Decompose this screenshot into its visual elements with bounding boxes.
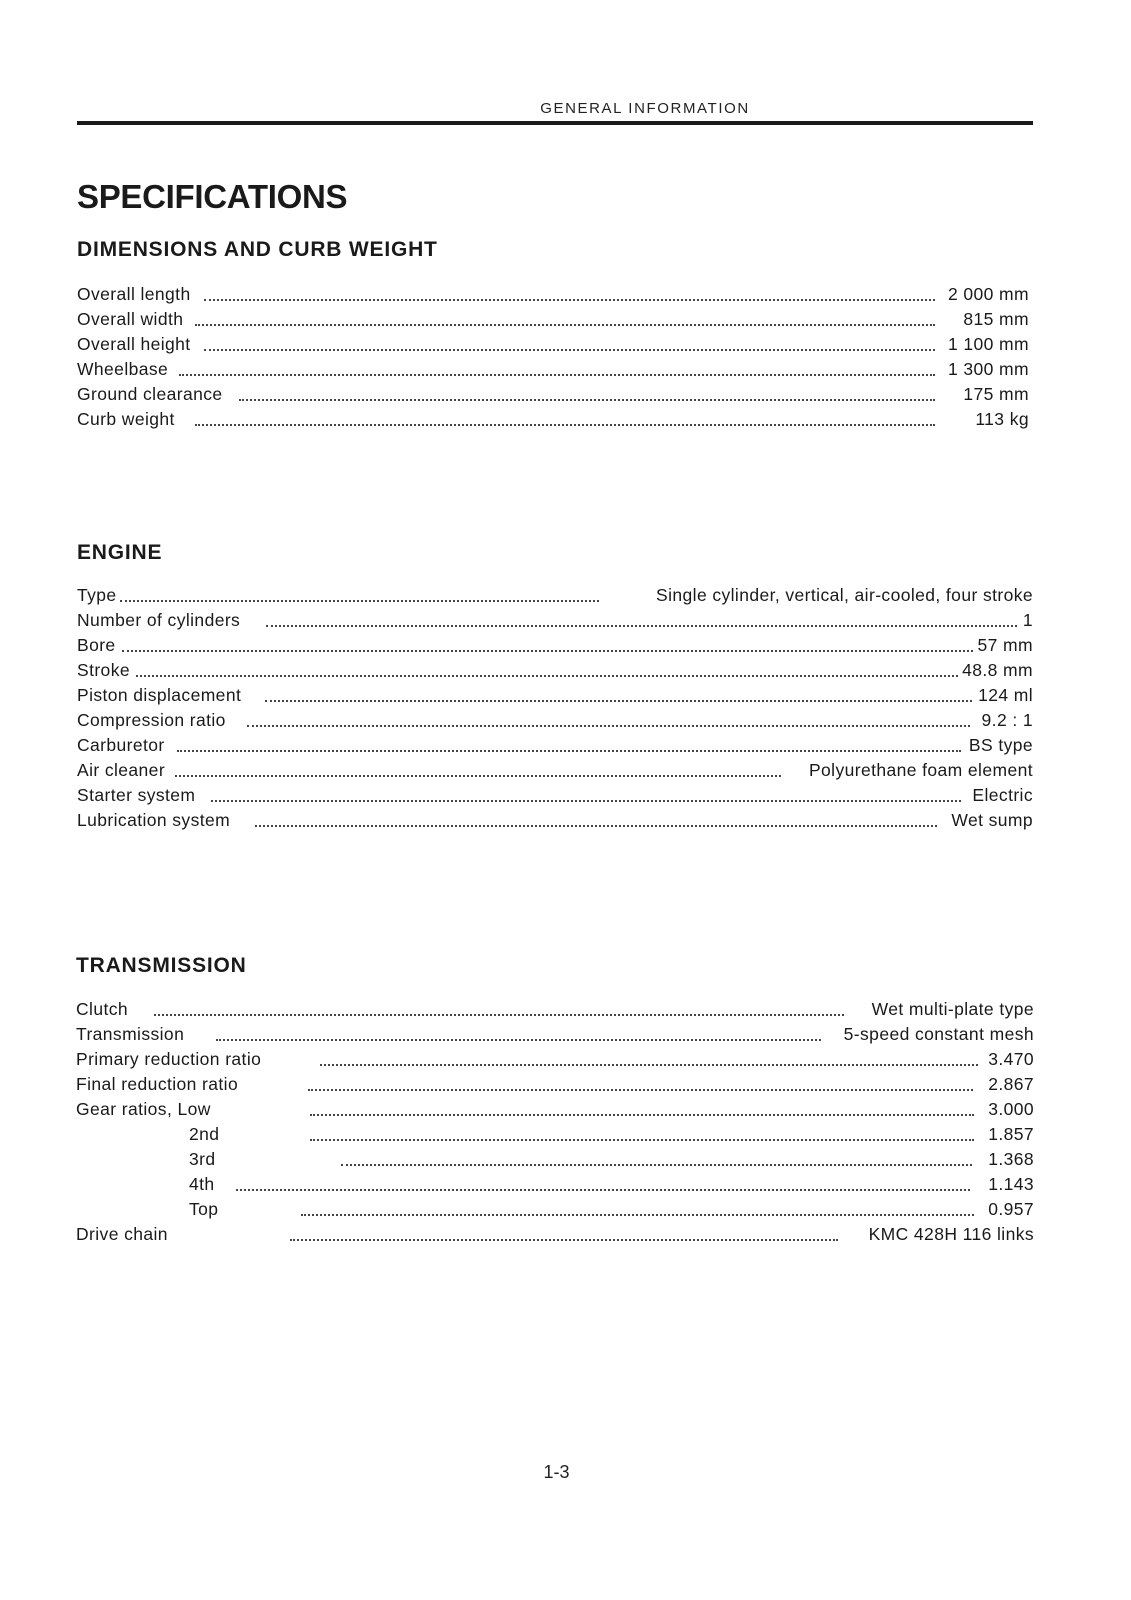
spec-row [77,633,1033,658]
spec-row [76,997,1034,1022]
spec-row [77,332,1033,357]
spec-row [77,608,1033,633]
spec-row [77,307,1033,332]
dot-leader [310,1139,974,1141]
spec-value: 57 mm [975,633,1033,658]
running-header: GENERAL INFORMATION [540,100,750,117]
spec-label: Lubrication system [77,808,232,833]
dot-leader [239,399,935,401]
spec-value: Polyurethane foam element [806,758,1033,783]
spec-value: 2.867 [985,1072,1034,1097]
page-number: 1-3 [543,1462,570,1482]
section-title-dimensions: DIMENSIONS AND CURB WEIGHT [77,238,438,261]
dot-leader [310,1114,974,1116]
spec-value: 113 kg [972,407,1029,432]
spec-list-transmission [76,997,1034,1247]
spec-row [76,1197,1034,1222]
spec-value: Single cylinder, vertical, air-cooled, four stroke [653,583,1033,608]
spec-label: Ground clearance [77,382,225,407]
spec-value: 124 ml [975,683,1033,708]
spec-label: Bore [77,633,118,658]
dot-leader [266,625,1017,627]
spec-value: 0.957 [985,1197,1034,1222]
spec-label: Clutch [76,997,130,1022]
spec-value: 1.143 [985,1172,1034,1197]
spec-row [77,658,1033,683]
spec-value: 175 mm [960,382,1029,407]
spec-label: 3rd [189,1147,218,1172]
spec-value: KMC 428H 116 links [866,1222,1034,1247]
spec-value: 5-speed constant mesh [841,1022,1034,1047]
dot-leader [236,1189,970,1191]
spec-label: Type [77,583,119,608]
dot-leader [136,675,958,677]
spec-label: 4th [189,1172,217,1197]
section-title-engine: ENGINE [77,541,163,564]
dot-leader [320,1064,978,1066]
dot-leader [195,324,935,326]
header-rule [77,121,1033,125]
spec-row [77,683,1033,708]
spec-row [77,357,1033,382]
spec-row [77,758,1033,783]
spec-value: Wet sump [948,808,1033,833]
section-title-transmission: TRANSMISSION [76,954,247,977]
dot-leader [195,424,935,426]
dot-leader [301,1214,974,1216]
spec-label: Number of cylinders [77,608,242,633]
spec-label: Overall length [77,282,193,307]
dot-leader [204,299,935,301]
spec-label: Drive chain [76,1222,170,1247]
spec-row [77,583,1033,608]
dot-leader [265,700,972,702]
spec-label: Top [189,1197,220,1222]
spec-value: Electric [969,783,1033,808]
spec-row [77,783,1033,808]
dot-leader [247,725,970,727]
spec-value: 1.368 [985,1147,1034,1172]
dot-leader [204,349,935,351]
spec-row [76,1097,1034,1122]
spec-value: 1 100 mm [945,332,1029,357]
spec-row [76,1047,1034,1072]
dot-leader [120,600,599,602]
spec-label: Wheelbase [77,357,170,382]
spec-label: Gear ratios, Low [76,1097,213,1122]
spec-value: 3.470 [985,1047,1034,1072]
dot-leader [179,374,935,376]
spec-row [77,382,1033,407]
spec-label: Carburetor [77,733,167,758]
spec-row [77,808,1033,833]
spec-value: 48.8 mm [959,658,1033,683]
page-title: SPECIFICATIONS [77,178,348,215]
spec-value: BS type [966,733,1033,758]
dot-leader [308,1089,973,1091]
dot-leader [154,1014,844,1016]
spec-row [76,1022,1034,1047]
spec-value: 815 mm [960,307,1029,332]
spec-label: Piston displacement [77,683,243,708]
spec-label: Overall width [77,307,185,332]
spec-label: Compression ratio [77,708,228,733]
spec-row [76,1172,1034,1197]
spec-label: Primary reduction ratio [76,1047,263,1072]
spec-label: 2nd [189,1122,221,1147]
spec-value: 9.2 : 1 [979,708,1033,733]
dot-leader [341,1164,972,1166]
spec-value: 1 300 mm [945,357,1029,382]
spec-label: Curb weight [77,407,177,432]
spec-list-engine [77,583,1033,833]
spec-list-dimensions [77,282,1033,432]
dot-leader [175,775,781,777]
spec-value: Wet multi-plate type [869,997,1034,1022]
spec-label: Air cleaner [77,758,167,783]
spec-label: Stroke [77,658,132,683]
spec-row [76,1072,1034,1097]
spec-row [76,1222,1034,1247]
spec-row [76,1147,1034,1172]
spec-row [77,282,1033,307]
spec-value: 3.000 [985,1097,1034,1122]
spec-value: 2 000 mm [945,282,1029,307]
spec-label: Final reduction ratio [76,1072,240,1097]
dot-leader [122,650,973,652]
spec-value: 1.857 [985,1122,1034,1147]
dot-leader [216,1039,821,1041]
spec-label: Transmission [76,1022,186,1047]
dot-leader [255,825,937,827]
spec-row [77,708,1033,733]
dot-leader [177,750,961,752]
dot-leader [290,1239,838,1241]
spec-row [76,1122,1034,1147]
spec-row [77,733,1033,758]
spec-row [77,407,1033,432]
spec-label: Starter system [77,783,197,808]
spec-label: Overall height [77,332,193,357]
spec-value: 1 [1020,608,1033,633]
dot-leader [211,800,961,802]
